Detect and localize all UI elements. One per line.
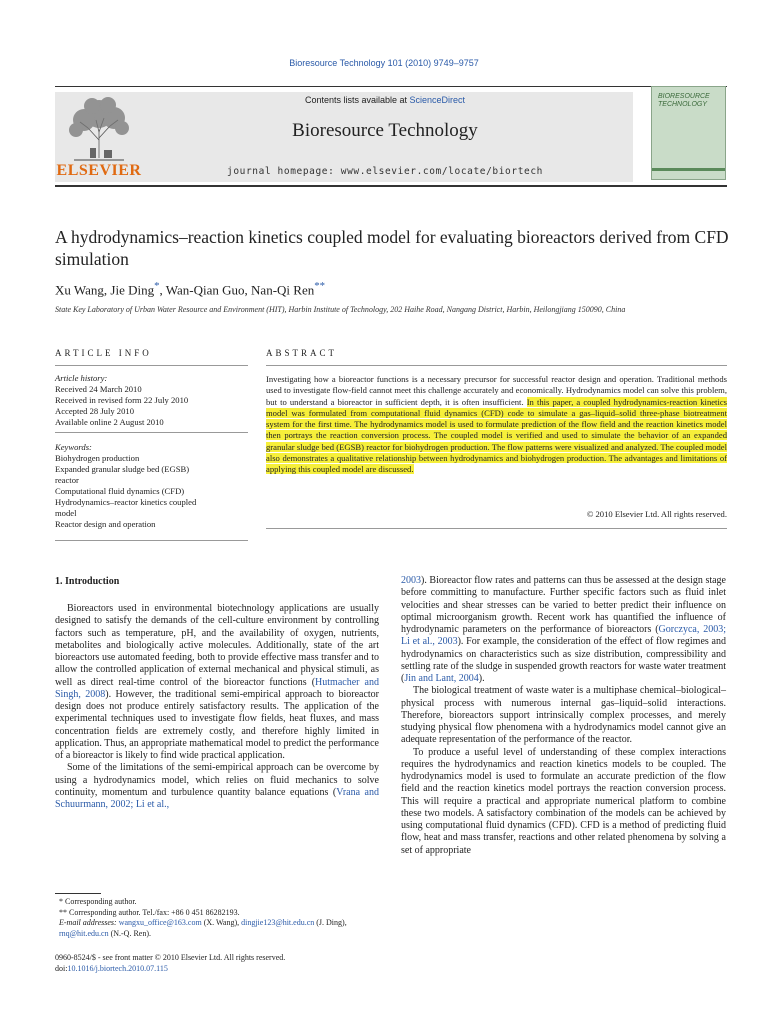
email-link[interactable]: dingjie123@hit.edu.cn [241,918,315,927]
author-name: Nan-Qi Ren [251,282,315,298]
keyword-item: Computational fluid dynamics (CFD) [55,486,185,496]
author-name: Xu Wang [55,282,104,298]
abstract-rule [266,365,727,366]
journal-cover-thumbnail[interactable] [651,86,726,180]
keyword-item: Hydrodynamics–reactor kinetics coupled [55,497,197,507]
cover-title: BIORESOURCE TECHNOLOGY [658,93,710,108]
footnote-corresponding: * Corresponding author. [59,897,137,906]
elsevier-wordmark: ELSEVIER [56,162,142,179]
footnote-rule [55,893,101,894]
author-mark[interactable]: ** [314,280,326,292]
body-paragraph: To produce a useful level of understanding of these complex interactions requires the hydrodynamics and reaction kinetics models to be coupled. The hydrodynamics model is used to formulate an accurate prediction of the flow field and the reaction kinetics model portrays the reaction conversion process. This will require a practical and appropriate numerical platform to combine these two models. A satisfactory combination of the models can be achieved by using computational fluid dynamics (CFD). CFD is a method of predicting fluid flow, heat and mass transfer, reactions and other related phenomena by solving a set of appropriate [401,746,726,856]
email-owner: (X. Wang), [203,918,240,927]
history-item: Accepted 28 July 2010 [55,406,134,416]
body-text: ). However, the traditional semi-empirical approach to bioreactor design does not produce entirely satisfactory results. The application of the experimental techniques used to investigate flow fields, heat fluxes, and mass concentration fields are extremely costly, and therefore highly limited in application. Thus, an appropriate mathematical model to predict the performance of a bioreactor is likely to find wide practical application. [55,688,380,761]
body-text: Bioreactors used in environmental biotechnology applications are usually designed to satisfy the demands of the cell-culture environment by controlling factors such as temperature, pH, and the availability of oxygen, nutrients, metabolites and biologically active molecules. Additionally, state of the art bioreactors use automated feeding, both to provide effective mass transfer and to allow the controlled application of external mechanical and physical stimuli, as well as direct real-time control of the bioreactor functions ( [55,603,379,688]
author-list: Xu Wang, Jie Ding*, Wan-Qian Guo, Nan-Qi Ren** [55,280,326,298]
front-matter: 0960-8524/$ - see front matter © 2010 Elsevier Ltd. All rights reserved. [55,953,286,962]
body-text: ). [478,673,485,684]
keyword-item: model [55,508,77,518]
journal-citation[interactable]: Bioresource Technology 101 (2010) 9749–9757 [289,58,479,68]
doi-label: doi: [55,964,68,973]
abstract-plain: Investigating how a bioreactor functions is a necessary precursor for successful reactor design and operation. Traditional methods used to investigate flow-field cannot meet this challenge accurately and economically. Hydrodynamics model can solve this problem, but to understand a bioreactor in sufficient depth, it is often insufficient. [266,374,727,407]
cover-stripe [652,168,725,171]
right-column [401,575,726,857]
citation-link[interactable]: 2003 [401,575,421,586]
footnote-corresponding-tel: ** Corresponding author. Tel./fax: +86 0 451 86282193. [59,907,240,917]
history-label: Article history: [55,373,108,383]
abstract-copyright: © 2010 Elsevier Ltd. All rights reserved. [586,509,727,519]
author-mark[interactable]: * [154,280,160,292]
header-bottom-rule [55,185,727,187]
article-history [55,373,245,428]
left-column [55,603,379,811]
keywords-label: Keywords: [55,442,92,452]
body-text: ). For example, the consideration of the effect of flow regimes and hydrodynamics on characteristics such as size distribution, compressibility and settling rate of the sludge in suspended growth reactors for waste water treatment ( [401,636,726,684]
author-name: Jie Ding [110,282,155,298]
article-info-heading: ARTICLE INFO [55,348,152,358]
footnote-emails [55,918,380,939]
body-text: ). Bioreactor flow rates and patterns can thus be assessed at the design stage before committing to manufacture. Further specific factors such as fluid inlet velocities and shear stresses can be varied to better predict their influence on optimal microorganism growth. Recent work has quantified the influence of hydrodynamic parameters on the performance of bioreactors ( [401,575,726,635]
keyword-item: Expanded granular sludge bed (EGSB) [55,464,190,474]
journal-title[interactable]: Bioresource Technology [292,120,478,141]
keyword-item: Reactor design and operation [55,519,156,529]
contents-prefix: Contents lists available at [304,95,410,105]
history-item: Available online 2 August 2010 [55,417,164,427]
citation-link[interactable]: Vrana and Schuurmann, 2002; Li et al., [55,786,379,810]
keyword-item: Biohydrogen production [55,453,140,463]
header-top-rule [55,86,727,87]
article-title: A hydrodynamics–reaction kinetics coupled model for evaluating bioreactors derived from CFD simulation [55,227,729,269]
contents-line [140,95,630,105]
body-text: Some of the limitations of the semi-empirical approach can be overcome by using a hydrodynamics model, which relies on fluid mechanics to solve continuity, momentum and turbulence quantity balance equations ( [55,762,379,798]
email-label: E-mail addresses: [59,918,117,927]
keywords [55,442,245,530]
footnotes [55,897,380,939]
keyword-item: reactor [55,475,79,485]
body-paragraph [401,575,726,685]
doi-line [55,963,385,974]
body-paragraph [55,603,379,762]
doi-link[interactable]: 10.1016/j.biortech.2010.07.115 [67,964,168,973]
section-heading: 1. Introduction [55,576,120,587]
front-matter-block [55,952,385,974]
journal-homepage[interactable]: journal homepage: www.elsevier.com/locate/biortech [227,166,543,177]
abstract-highlight[interactable]: In this paper, a coupled hydrodynamics-reaction kinetics model was formulated from computational fluid dynamics (CFD) code to simulate a gas–liquid–solid three-phase biotreatment system for the first time. The hydrodynamics model is used to formulate prediction of the flow field and the reaction kinetics model then portrays the reaction conversion process. The coupled model is verified and used to simulate the behavior of an expanded granular sludge bed (EGSB) reactor for biohydrogen production. The flow patterns were visualized and analyzed. The coupled model also demonstrates a qualitative relationship between hydrodynamics and biohydrogen production. The advantages and limitations of applying this coupled model are discussed. [266,396,727,475]
email-owner: (J. Ding), [316,918,347,927]
article-info-bottom-rule [55,540,248,541]
affiliation: State Key Laboratory of Urban Water Resource and Environment (HIT), Harbin Institute of Technology, 202 Haihe Road, Nangang District, Harbin, Heilongjiang 150090, China [55,305,626,314]
citation-link[interactable]: Hutmacher and Singh, 2008 [55,676,379,700]
sciencedirect-link[interactable]: ScienceDirect [409,95,466,105]
body-paragraph: The biological treatment of waste water is a multiphase chemical–biological–physical process with numerous internal gas–liquid–solid interactions. Therefore, bioreactors support intrinsically complex processes, and merely studying physical flow phenomena with a hydrodynamics model cannot give an adequate representation of the performance of the reactor. [401,685,726,746]
citation-link[interactable]: Jin and Lant, 2004 [404,673,479,684]
history-rule [55,432,248,433]
abstract-text [266,374,727,476]
email-link[interactable]: rnq@hit.edu.cn [59,928,109,938]
citation-link[interactable]: Gorczyca, 2003; Li et al., 2003 [401,624,726,648]
history-item: Received in revised form 22 July 2010 [55,395,189,405]
body-paragraph [55,762,379,811]
history-item: Received 24 March 2010 [55,384,142,394]
author-name: Wan-Qian Guo [165,282,245,298]
abstract-bottom-rule [266,528,727,529]
email-owner: (N.-Q. Ren). [110,928,152,938]
abstract-heading: ABSTRACT [266,348,338,358]
email-link[interactable]: wangxu_office@163.com [118,918,202,927]
article-info-rule [55,365,248,366]
